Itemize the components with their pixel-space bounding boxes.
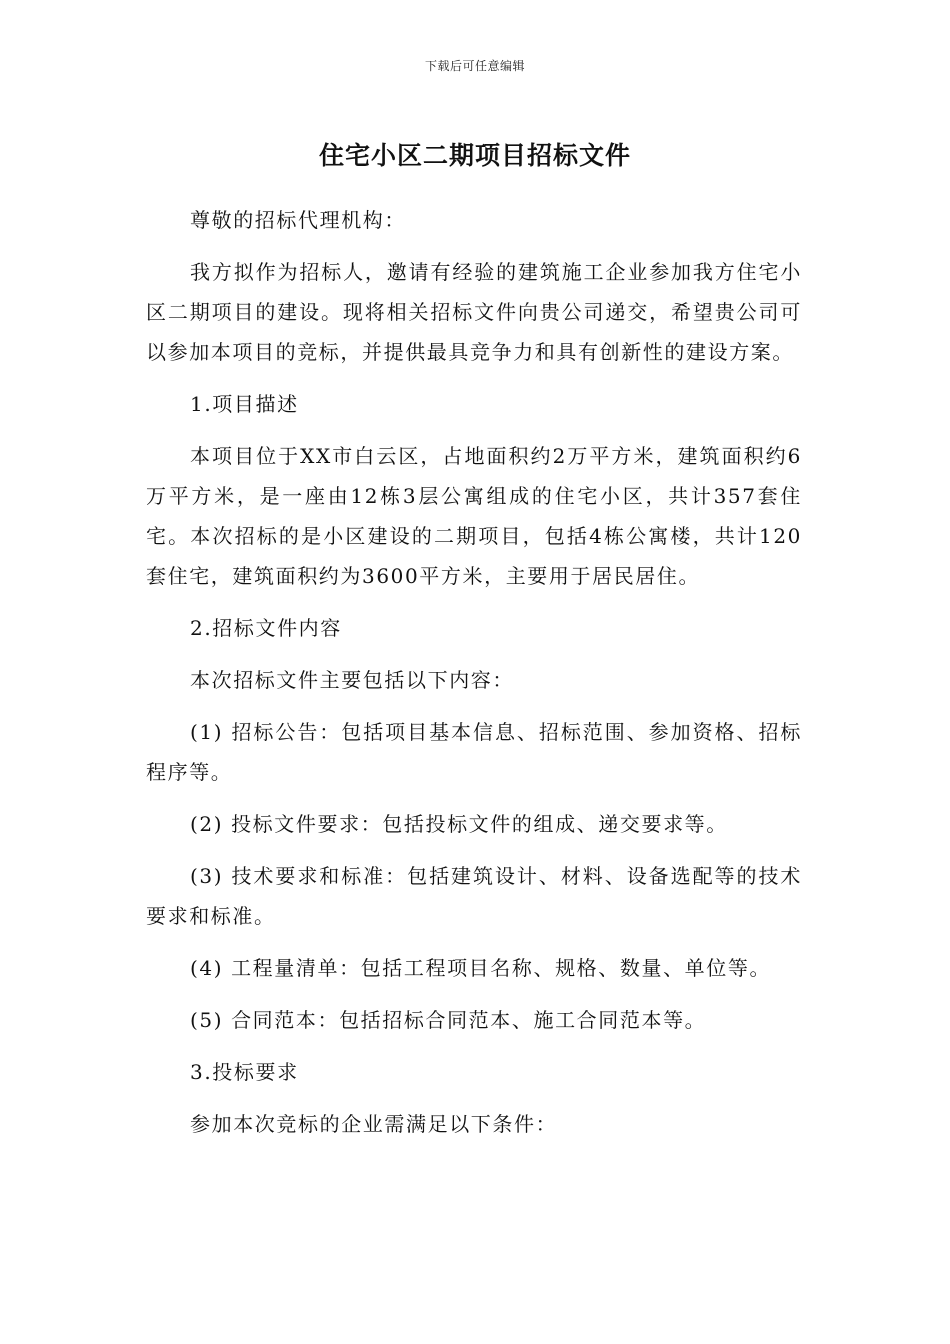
section-heading-document-contents: 2.招标文件内容 bbox=[190, 616, 342, 640]
list-item: (5) 合同范本：包括招标合同范本、施工合同范本等。 bbox=[190, 1008, 707, 1032]
document-title: 住宅小区二期项目招标文件 bbox=[318, 141, 631, 170]
header-note: 下载后可任意编辑 bbox=[424, 59, 525, 73]
section-heading-project-description: 1.项目描述 bbox=[190, 392, 299, 416]
project-description-paragraph: 本项目位于XX市白云区，占地面积约2万平方米，建筑面积约6万平方米，是一座由12栋3层公寓组成的住宅小区，共计357套住宅。本次招标的是小区建设的二期项目，包括4栋公寓楼，共计120套住宅，建筑面积约为3600平方米，主要用于居民居住。 bbox=[146, 444, 802, 588]
intro-paragraph: 我方拟作为招标人，邀请有经验的建筑施工企业参加我方住宅小区二期项目的建设。现将相关招标文件向贵公司递交，希望贵公司可以参加本项目的竞标，并提供最具竞争力和具有创新性的建设方案。 bbox=[146, 260, 802, 364]
list-item: (3) 技术要求和标准：包括建筑设计、材料、设备选配等的技术要求和标准。 bbox=[146, 864, 802, 928]
section-heading-bid-requirements: 3.投标要求 bbox=[190, 1060, 299, 1084]
contents-intro: 本次招标文件主要包括以下内容： bbox=[190, 668, 514, 692]
document-body bbox=[146, 200, 802, 1144]
list-item: (4) 工程量清单：包括工程项目名称、规格、数量、单位等。 bbox=[190, 956, 772, 980]
salutation: 尊敬的招标代理机构： bbox=[190, 208, 406, 232]
list-item: (2) 投标文件要求：包括投标文件的组成、递交要求等。 bbox=[190, 812, 728, 836]
list-item: (1) 招标公告：包括项目基本信息、招标范围、参加资格、招标程序等。 bbox=[146, 720, 802, 784]
bid-requirements-intro: 参加本次竞标的企业需满足以下条件： bbox=[190, 1112, 558, 1136]
